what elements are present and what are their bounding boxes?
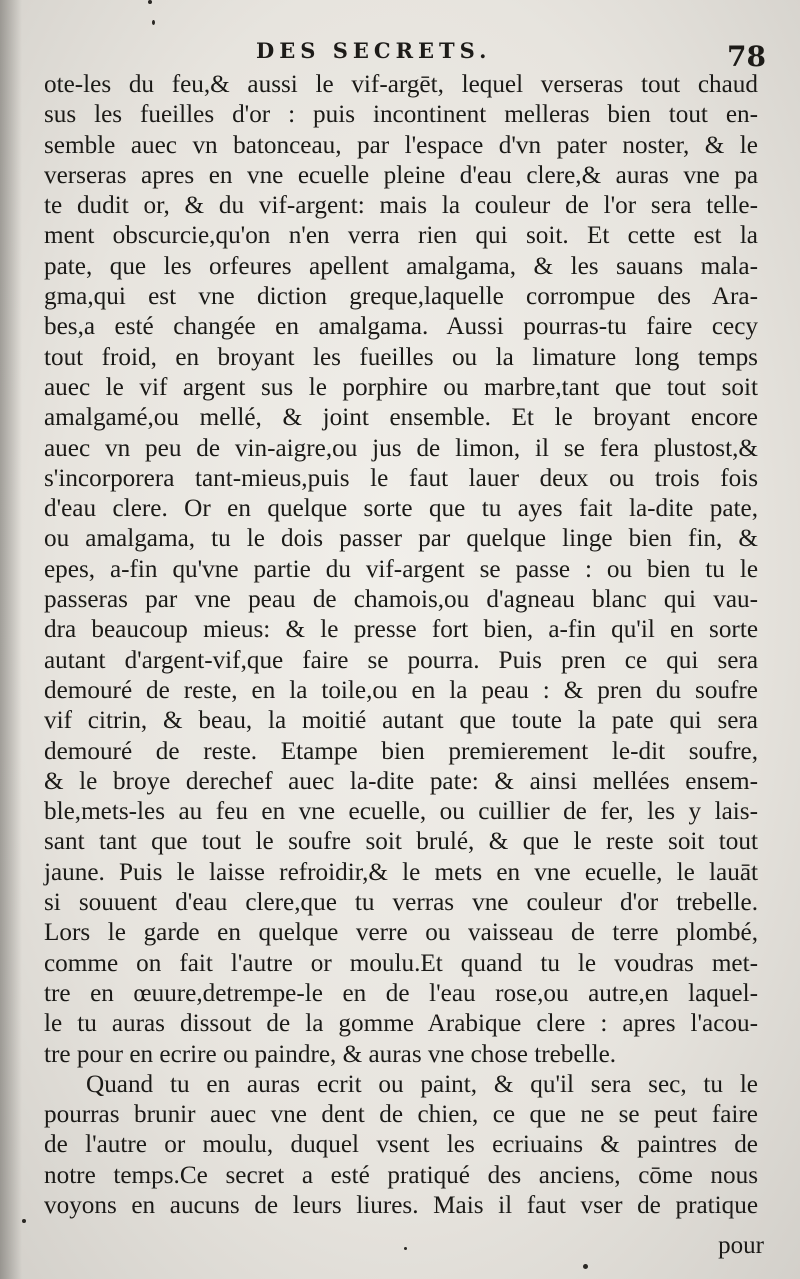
text-line: te dudit or, & du vif-argent: mais la couleur de l'or sera telle- <box>44 192 758 220</box>
text-line: sant tant que tout le soufre soit brulé, & que le reste soit tout <box>44 828 758 856</box>
text-line: tout froid, en broyant les fueilles ou la limature long temps <box>44 343 758 371</box>
text-line: comme on fait l'autre or moulu.Et quand tu le voudras met- <box>44 949 758 977</box>
text-line: bes,a esté changée en amalgama. Aussi pourras-tu faire cecy <box>44 313 758 341</box>
text-line: de l'autre or moulu, duquel vsent les ecriuains & paintres de <box>44 1131 758 1159</box>
text-line: le tu auras dissout de la gomme Arabique clere : apres l'acou- <box>44 1010 758 1038</box>
catchword: pour <box>718 1232 764 1259</box>
ink-speck <box>152 20 155 25</box>
text-line: tre pour en ecrire ou paindre, & auras vne chose trebelle. <box>44 1040 617 1068</box>
text-line: sus les fueilles d'or : puis incontinent melleras bien tout en- <box>44 101 758 129</box>
text-line: ment obscurcie,qu'on n'en verra rien qui soit. Et cette est la <box>44 222 758 250</box>
text-line: auec le vif argent sus le porphire ou marbre,tant que tout soit <box>44 373 758 401</box>
text-line: gma,qui est vne diction greque,laquelle corrompue des Ara- <box>44 283 758 311</box>
running-head: DES SECRETS. <box>256 38 492 63</box>
text-line: ou amalgama, tu le dois passer par quelque linge bien fin, & <box>44 525 758 553</box>
text-line: demouré de reste, en la toile,ou en la peau : & pren du soufre <box>44 676 758 704</box>
text-line: autant d'argent-vif,que faire se pourra. Puis pren ce qui sera <box>44 646 758 674</box>
text-line: pate, que les orfeures apellent amalgama, & les sauans mala- <box>44 252 758 280</box>
text-line: epes, a-fin qu'vne partie du vif-argent se passe : ou bien tu le <box>44 555 758 583</box>
text-line: s'incorporera tant-mieus,puis le faut lauer deux ou trois fois <box>44 464 758 492</box>
text-line: Lors le garde en quelque verre ou vaisseau de terre plombé, <box>44 919 758 947</box>
text-line: demouré de reste. Etampe bien premierement le-dit soufre, <box>44 737 758 765</box>
text-line: dra beaucoup mieus: & le presse fort bien, a-fin qu'il en sorte <box>44 616 758 644</box>
text-line: verseras apres en vne ecuelle pleine d'eau clere,& auras vne pa <box>44 161 758 189</box>
text-line: voyons en aucuns de leurs liures. Mais il faut vser de pratique <box>44 1191 758 1219</box>
ink-speck <box>404 1247 407 1250</box>
ink-speck <box>22 1219 26 1223</box>
text-line: passeras par vne peau de chamois,ou d'agneau blanc qui vau- <box>44 586 758 614</box>
text-line: semble auec vn batonceau, par l'espace d'vn pater noster, & le <box>44 131 758 159</box>
body-text <box>44 70 758 1221</box>
text-line: auec vn peu de vin-aigre,ou jus de limon, il se fera plustost,& <box>44 434 758 462</box>
text-line: ble,mets-les au feu en vne ecuelle, ou cuillier de fer, les y lais- <box>44 798 758 826</box>
text-line: amalgamé,ou mellé, & joint ensemble. Et le broyant encore <box>44 404 758 432</box>
gutter-shadow <box>0 0 22 1279</box>
text-line: & le broye derechef auec la-dite pate: & ainsi mellées ensem- <box>44 767 758 795</box>
ink-speck <box>148 0 152 4</box>
text-line: jaune. Puis le laisse refroidir,& le mets en vne ecuelle, le lauāt <box>44 858 758 886</box>
text-line: vif citrin, & beau, la moitié autant que toute la pate qui sera <box>44 707 758 735</box>
text-line: tre en œuure,detrempe-le en de l'eau rose,ou autre,en laquel- <box>44 979 758 1007</box>
page-number: 78 <box>727 40 766 73</box>
text-line: Quand tu en auras ecrit ou paint, & qu'il sera sec, tu le <box>86 1070 758 1098</box>
text-line: ote-les du feu,& aussi le vif-argēt, lequel verseras tout chaud <box>44 71 758 98</box>
ink-speck <box>583 1264 588 1269</box>
text-line: pourras brunir auec vne dent de chien, ce que ne se peut faire <box>44 1101 758 1129</box>
text-line: notre temps.Ce secret a esté pratiqué des anciens, cōme nous <box>44 1161 758 1189</box>
text-line: si souuent d'eau clere,que tu verras vne couleur d'or trebelle. <box>44 889 758 917</box>
text-line: d'eau clere. Or en quelque sorte que tu ayes fait la-dite pate, <box>44 495 758 523</box>
